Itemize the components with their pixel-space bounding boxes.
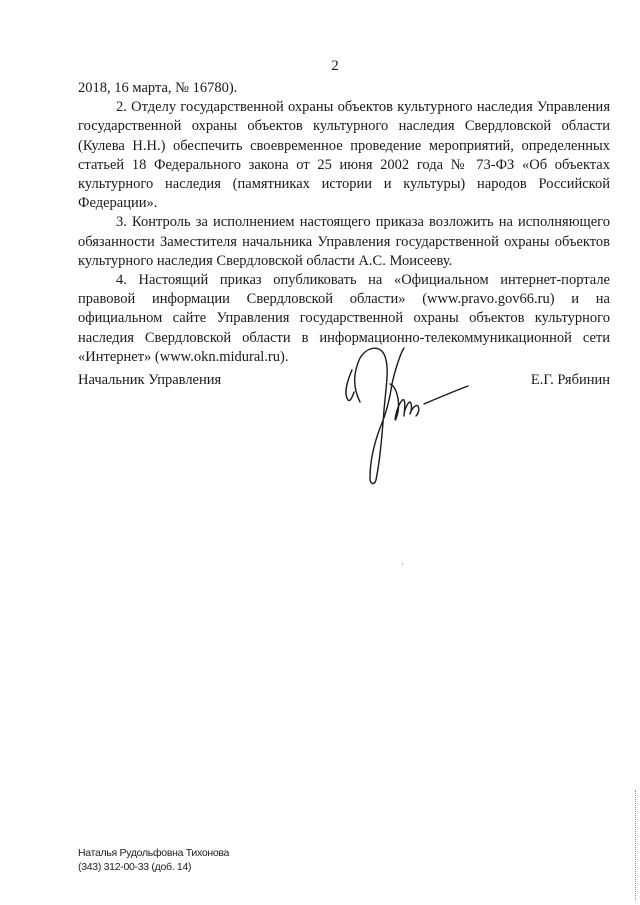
- paragraph-item-3: 3. Контроль за исполнением настоящего приказа возложить на исполняющего обязанности Заместителя начальника Управления государственной охраны объектов культурного наследия Свердловской области А.С. Моисееву.: [78, 214, 610, 269]
- document-body: [78, 79, 610, 367]
- handwritten-signature: [340, 340, 485, 490]
- signatory-title: Начальник Управления: [78, 372, 222, 388]
- executor-name: Наталья Рудольфовна Тихонова: [78, 847, 230, 859]
- page-number: 2: [331, 58, 339, 74]
- paragraph-item-4: 4. Настоящий приказ опубликовать на «Официальном интернет-портале правовой информации Свердловской области» (www.pravo.gov66.ru) и на официальном сайте Управления государственной охраны объектов культурного наследия Свердловской области в информационно-телекоммуникационной сети «Интернет» (www.okn.midural.ru).: [78, 272, 610, 365]
- scan-edge-artifact: [634, 790, 636, 900]
- scan-speck: [402, 563, 403, 565]
- paragraph-item-2: 2. Отделу государственной охраны объектов культурного наследия Управления государственной охраны объектов культурного наследия Свердловской области (Кулева Н.Н.) обеспечить своевременное проведение мероприятий, определенных статьей 18 Федерального закона от 25 июня 2002 года № 73-ФЗ «Об объектах культурного наследия (памятниках истории и культуры) народов Российской Федерации».: [78, 99, 610, 212]
- paragraph-continuation: 2018, 16 марта, № 16780).: [78, 80, 238, 96]
- signatory-name: Е.Г. Рябинин: [530, 372, 610, 388]
- executor-phone: (343) 312-00-33 (доб. 14): [78, 861, 192, 873]
- executor-footer: [78, 846, 229, 874]
